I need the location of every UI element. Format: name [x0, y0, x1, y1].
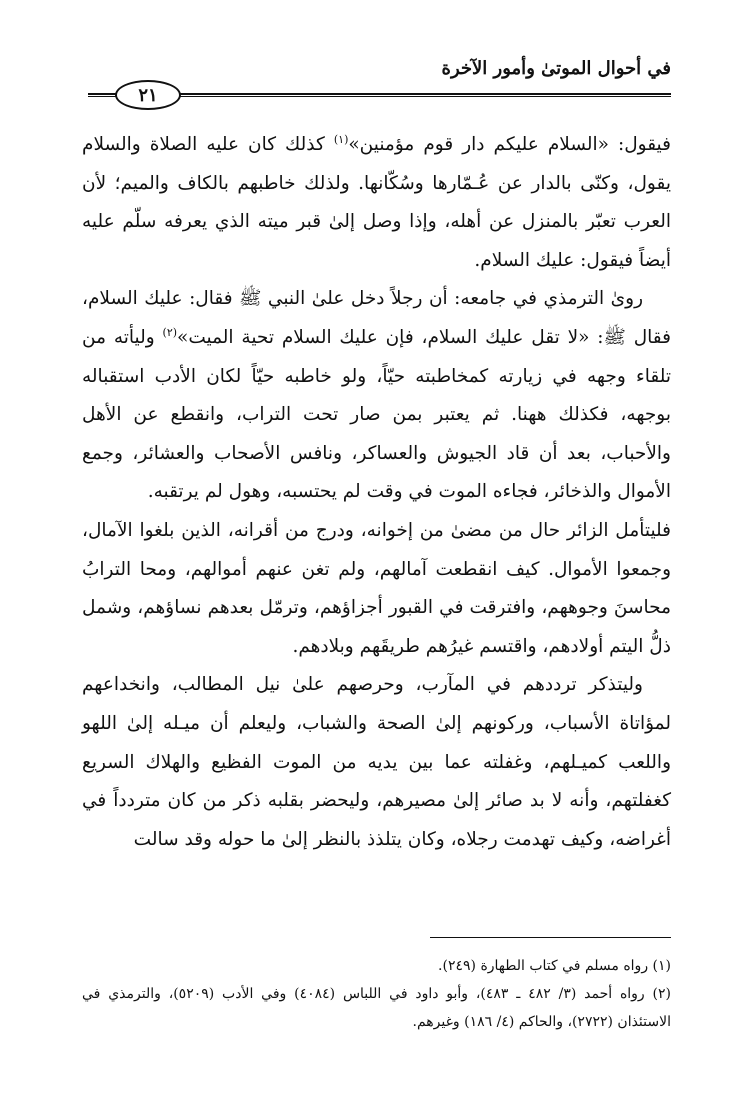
page-number: ٢١ [115, 80, 181, 110]
paragraph-1-text-b: كذلك كان عليه الصلاة والسلام يقول، وكنّى بالدار عن عُـمّارها وسُكّانها. ولذلك خاطبهم بالكاف والميم؛ لأن العرب تعبّر بالمنزل عن أهله، وإذا وصل إلىٰ قبر ميته الذي يعرفه سلّم عليه أيضاً فيقول: عليك السلام. [82, 134, 671, 271]
body-text [82, 126, 671, 859]
footnote-1: (١) رواه مسلم في كتاب الطهارة (٢٤٩). [438, 958, 671, 974]
paragraph-1-text-a: فيقول: «السلام عليكم دار قوم مؤمنين» [348, 134, 671, 155]
footnote-ref-2: (٢) [162, 325, 178, 339]
running-title: في أحوال الموتىٰ وأمور الآخرة [441, 58, 671, 79]
paragraph-3: فليتأمل الزائر حال من مضىٰ من إخوانه، ودرج من أقرانه، الذين بلغوا الآمال، وجمعوا الأموال. كيف انقطعت آمالهم، ولم تغن عنهم أموالهم، ومحا الترابُ محاسنَ وجوههم، وافترقت في القبور أجزاؤهم، وترمّل بعدهم نساؤهم، وشمل ذلُّ اليتم أولادهم، واقتسم غيرُهم طريقَهم وبلادهم. [82, 519, 671, 657]
footnote-ref-1: (١) [333, 132, 349, 146]
paragraph-2 [82, 280, 671, 512]
footnote-2: (٢) رواه أحمد (٣/ ٤٨٢ ـ ٤٨٣)، وأبو داود في اللباس (٤٠٨٤) وفي الأدب (٥٢٠٩)، والترمذي في الاستئذان (٢٧٢٢)، والحاكم (٤/ ١٨٦) وغيرهم. [82, 986, 671, 1030]
paragraph-2-text-a: روىٰ الترمذي في جامعه: أن رجلاً دخل علىٰ النبي ﷺ فقال: عليك السلام، فقال ﷺ: «لا تقل عليك السلام، فإن عليك السلام تحية الميت» [82, 288, 671, 348]
paragraph-1 [82, 126, 671, 280]
paragraph-4: وليتذكر ترددهم في المآرب، وحرصهم علىٰ نيل المطالب، وانخداعهم لمؤاتاة الأسباب، وركونهم إلىٰ الصحة والشباب، وليعلم أن ميـله إلىٰ اللهو واللعب كميـلهم، وغفلته عما بين يديه من الموت الفظيع والهلاك السريع كغفلتهم، وأنه لا بد صائر إلىٰ مصيرهم، وليحضر بقلبه ذكر من كان متردداً في أغراضه، وكيف تهدمت رجلاه، وكان يتلذذ بالنظر إلىٰ ما حوله وقد سالت [82, 674, 671, 850]
header-rule-right [180, 93, 671, 97]
header-rule-left [88, 93, 116, 97]
footnotes [82, 952, 671, 1036]
footnote-separator [430, 937, 671, 938]
paragraph-2-text-b: وليأته من تلقاء وجهه في زيارته كمخاطبته حيّاً، ولو خاطبه حيّاً لكان الأدب استقباله بوجهه، فكذلك ههنا. ثم يعتبر بمن صار تحت التراب، وانقطع عن الأهل والأحباب، بعد أن قاد الجيوش والعساكر، ونافس الأصحاب والعشائر، وجمع الأموال والذخائر، فجاءه الموت في وقت لم يحتسبه، وهول لم يرتقبه. [82, 326, 671, 503]
